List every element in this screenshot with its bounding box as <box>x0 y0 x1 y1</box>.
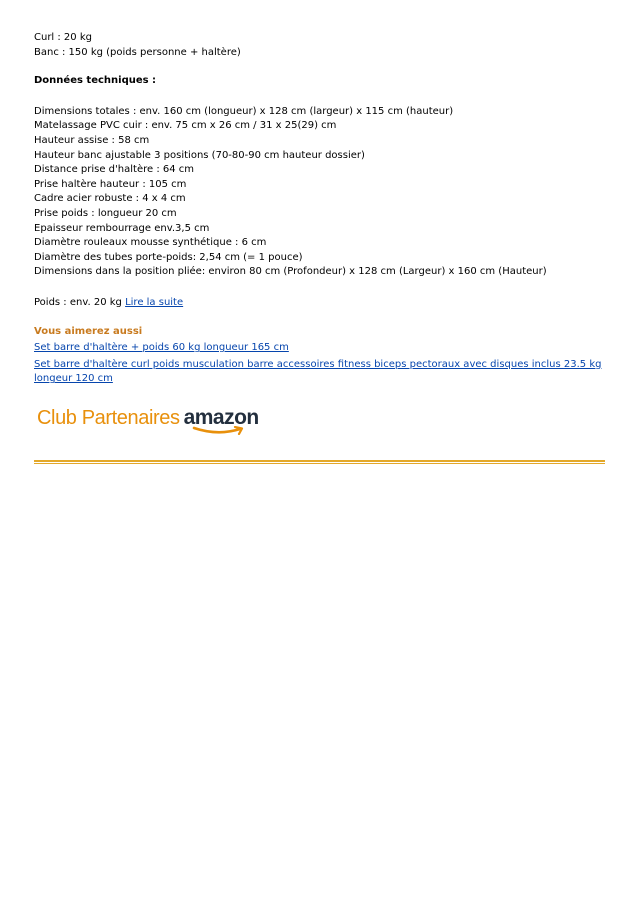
curl-spec: Curl : 20 kg <box>34 32 92 43</box>
spec-line: Matelassage PVC cuir : env. 75 cm x 26 cm / 31 x 25(29) cm <box>34 120 337 132</box>
spec-line: Hauteur assise : 58 cm <box>34 134 150 146</box>
document-page <box>34 31 604 437</box>
spec-line: Cadre acier robuste : 4 x 4 cm <box>34 193 186 205</box>
bench-spec: Banc : 150 kg (poids personne + haltère) <box>34 46 241 58</box>
recommended-heading: Vous aimerez aussi <box>34 325 143 337</box>
spec-line: Prise haltère hauteur : 105 cm <box>34 178 187 190</box>
spec-line: Dimensions dans la position pliée: environ 80 cm (Profondeur) x 128 cm (Largeur) x 160 cm (Hauteur) <box>34 266 547 278</box>
spec-line: Hauteur banc ajustable 3 positions (70-80-90 cm hauteur dossier) <box>34 149 365 161</box>
technical-specs-list <box>34 105 604 280</box>
read-more-link[interactable]: Lire la suite <box>125 296 184 308</box>
amazon-smile-icon <box>192 426 248 435</box>
spec-line: Diamètre des tubes porte-poids: 2,54 cm (= 1 pouce) <box>34 251 303 263</box>
logo-amazon-text: amazon <box>183 405 259 429</box>
recommended-item <box>34 358 604 387</box>
logo-club-text: Club Partenaires <box>37 406 180 429</box>
spec-line: Epaisseur rembourrage env.3,5 cm <box>34 222 210 234</box>
spec-line: Diamètre rouleaux mousse synthétique : 6 cm <box>34 237 267 249</box>
spec-line: Dimensions totales : env. 160 cm (longueur) x 128 cm (largeur) x 115 cm (hauteur) <box>34 105 454 117</box>
technical-data-heading: Données techniques : <box>34 75 157 87</box>
spec-line: Distance prise d'haltère : 64 cm <box>34 164 195 176</box>
recommended-item <box>34 341 604 356</box>
spec-line: Prise poids : longueur 20 cm <box>34 207 177 219</box>
logo-amazon-wordmark <box>184 407 259 429</box>
recommended-link-barbell-set[interactable]: Set barre d'haltère + poids 60 kg longueur 165 cm <box>34 342 289 354</box>
weight-text: Poids : env. 20 kg <box>34 296 126 308</box>
weight-line <box>34 296 604 311</box>
amazon-partner-logo <box>34 407 604 437</box>
recommended-link-curl-bar-set[interactable]: Set barre d'haltère curl poids musculation barre accessoires fitness biceps pectoraux avec disques inclus 23.5 kg longeur 120 cm <box>34 358 602 385</box>
divider-rule <box>34 460 605 464</box>
